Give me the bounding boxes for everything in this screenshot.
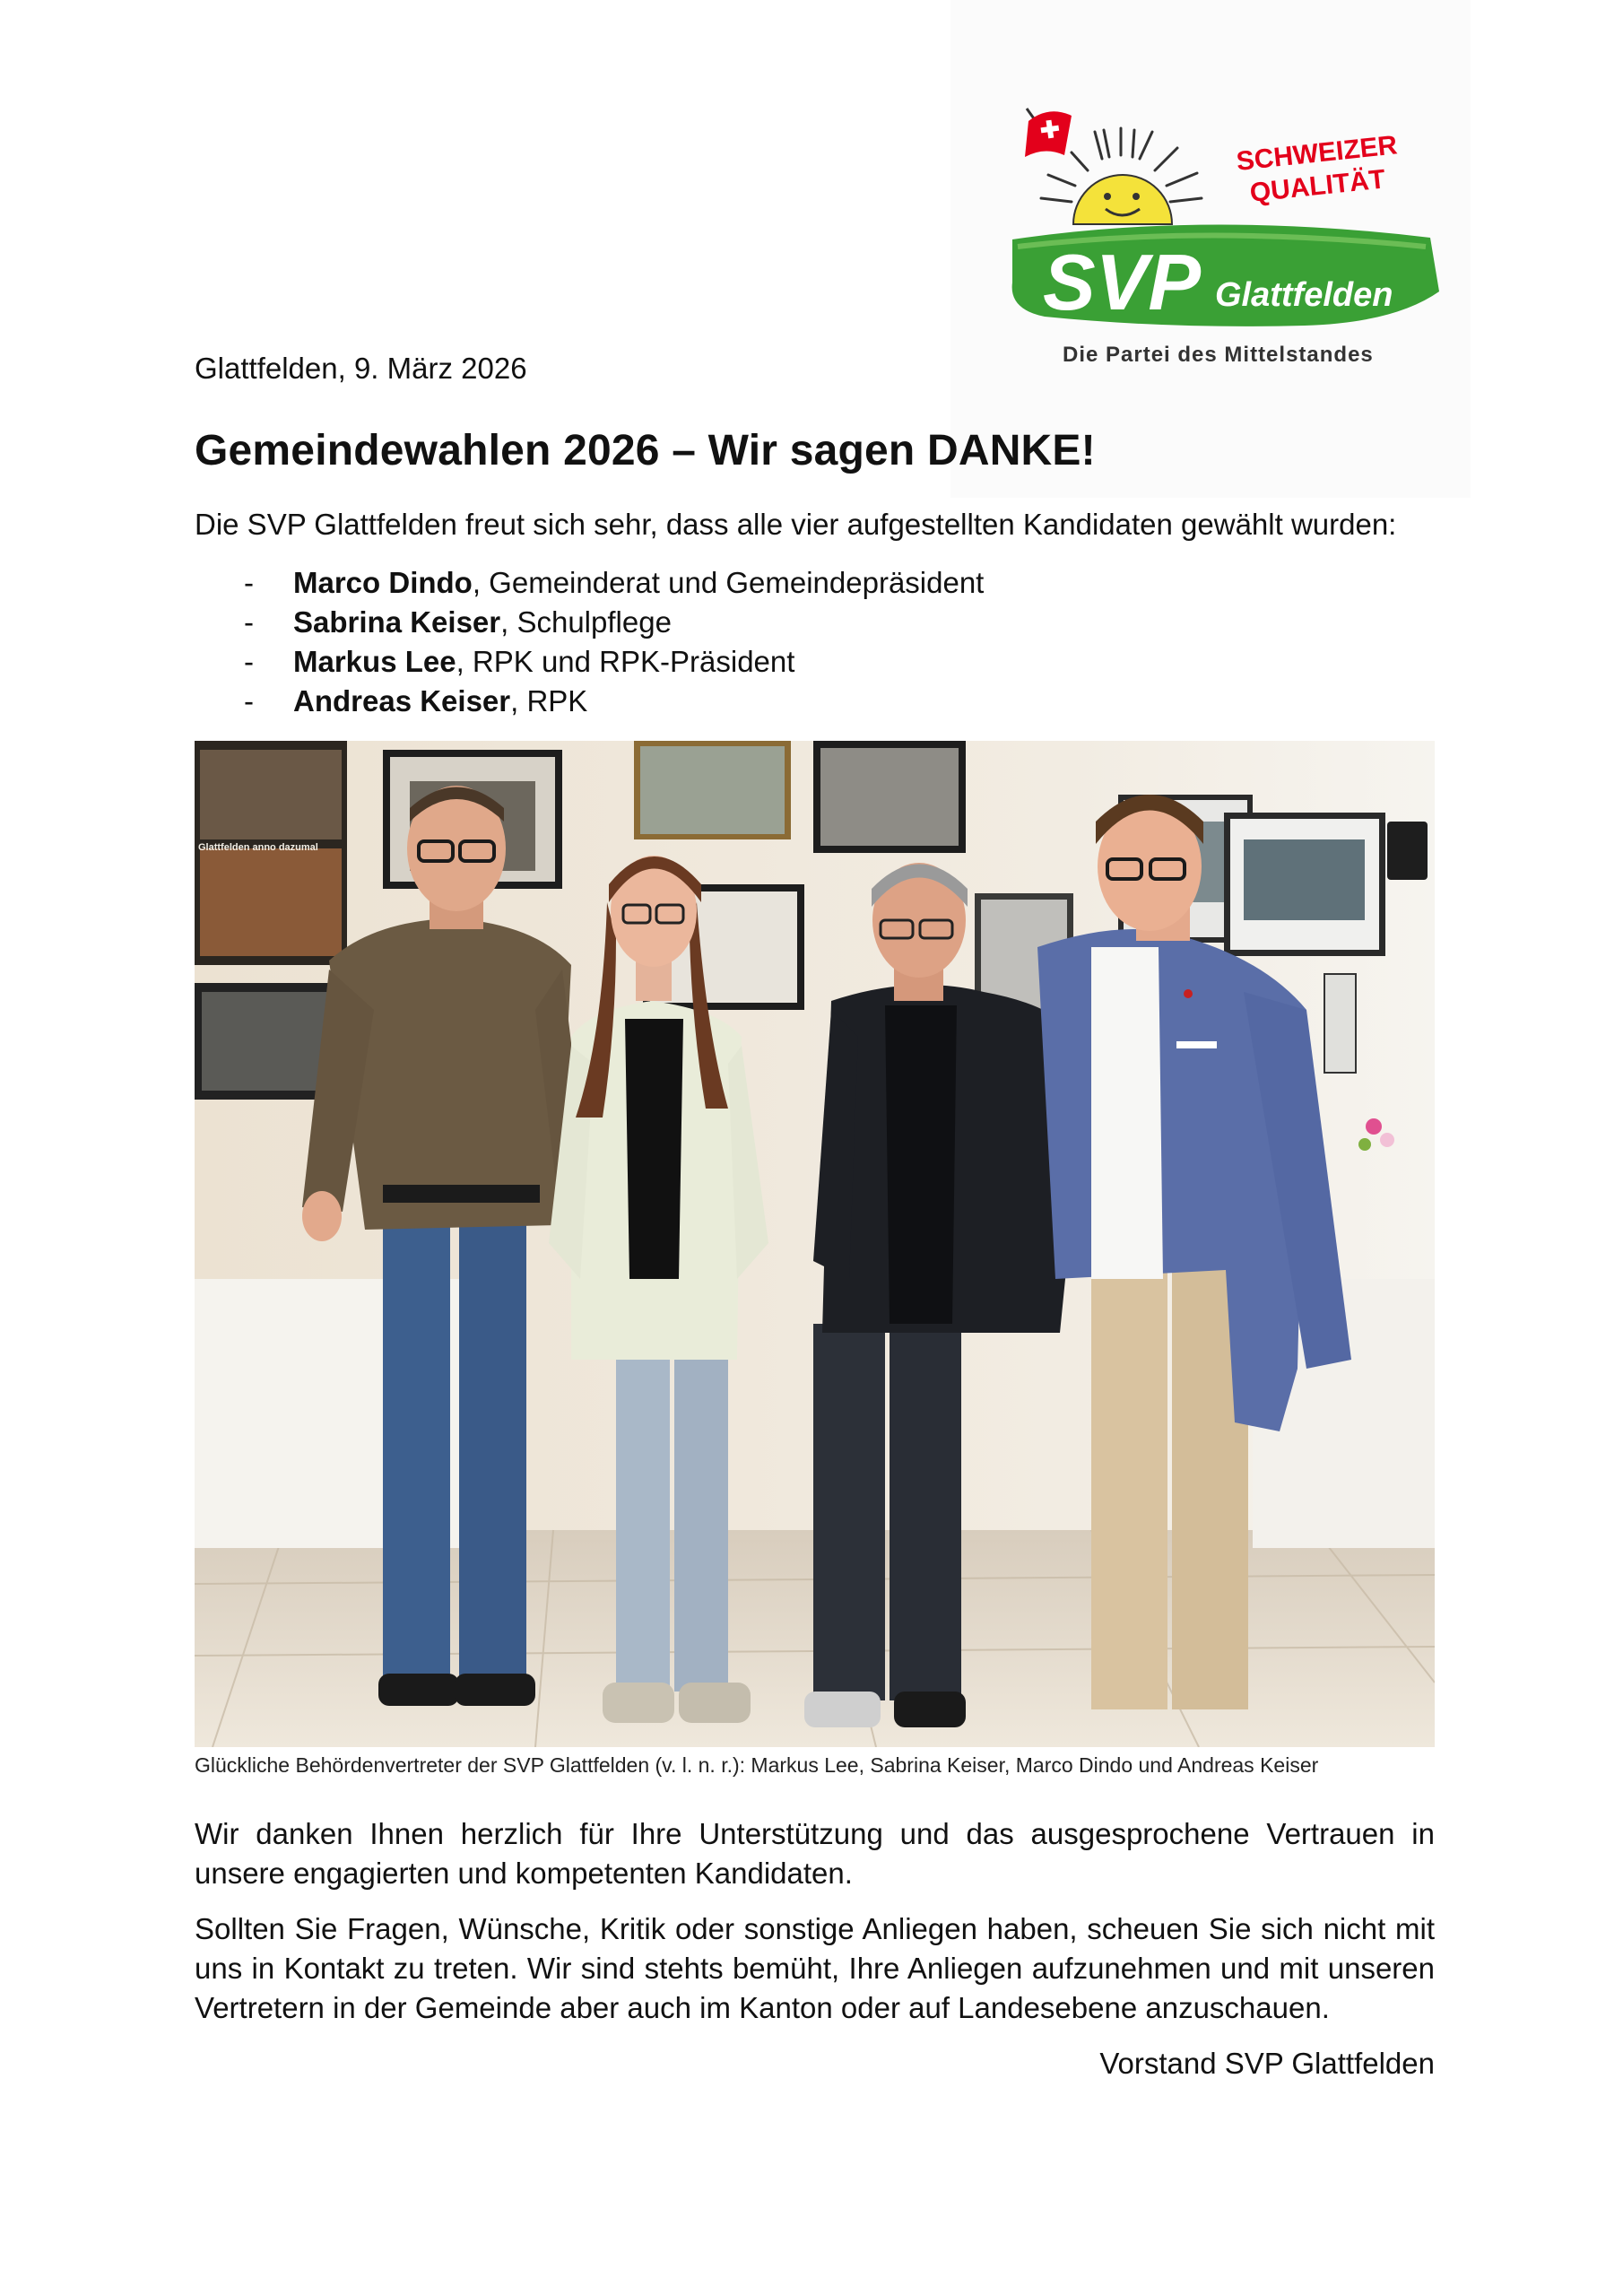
candidate-role: , RPK und RPK-Präsident [456,645,795,678]
body-paragraph: Sollten Sie Fragen, Wünsche, Kritik oder sonstige Anliegen haben, scheuen Sie sich nicht mit uns in Kontakt zu treten. Wir sind stehts bemüht, Ihre Anliegen aufzunehmen und mit unseren Vertretern in der Gemeinde aber auch im Kanton oder auf Landesebene anzuschauen. [195,1912,1435,2024]
candidate-name: Marco Dindo [293,566,473,599]
candidate-role: , RPK [510,684,588,718]
list-item [195,682,984,721]
list-item [195,563,984,603]
candidate-name: Andreas Keiser [293,684,511,718]
wall-frame-caption: Glattfelden anno dazumal [198,842,318,853]
logo-badge-line2: QUALITÄT [1248,164,1387,208]
candidate-name: Sabrina Keiser [293,605,501,639]
intro-text: Die SVP Glattfelden freut sich sehr, dass alle vier aufgestellten Kandidaten gewählt wurden: [195,508,1397,541]
candidate-list [195,563,984,721]
list-item [195,642,984,682]
signature: Vorstand SVP Glattfelden [1099,2047,1435,2080]
list-item [195,603,984,642]
photo-caption: Glückliche Behördenvertreter der SVP Glattfelden (v. l. n. r.): Markus Lee, Sabrina Keiser, Marco Dindo und Andreas Keiser [195,1753,1319,1777]
dateline: Glattfelden, 9. März 2026 [195,352,527,385]
logo-tagline: Die Partei des Mittelstandes [1063,343,1374,367]
svp-glattfelden-logo [1009,103,1444,372]
list-bullet: - [244,566,254,599]
smiling-sun-icon [1073,175,1172,224]
logo-brand-text: SVP [1043,238,1202,326]
candidate-role: , Schulpflege [500,605,672,639]
logo-badge-line1: SCHWEIZER [1235,130,1399,177]
body-paragraph: Wir danken Ihnen herzlich für Ihre Unterstützung und das ausgesprochene Vertrauen in unsere engagierten und kompetenten Kandidaten. [195,1817,1435,1890]
list-bullet: - [244,684,254,718]
page-title: Gemeindewahlen 2026 – Wir sagen DANKE! [195,427,1096,474]
candidate-role: , Gemeinderat und Gemeindepräsident [472,566,985,599]
list-bullet: - [244,645,254,678]
swiss-flag-icon [1025,109,1072,157]
list-bullet: - [244,605,254,639]
group-photo [195,741,1435,1747]
logo-location-text: Glattfelden [1215,276,1393,314]
candidate-name: Markus Lee [293,645,456,678]
